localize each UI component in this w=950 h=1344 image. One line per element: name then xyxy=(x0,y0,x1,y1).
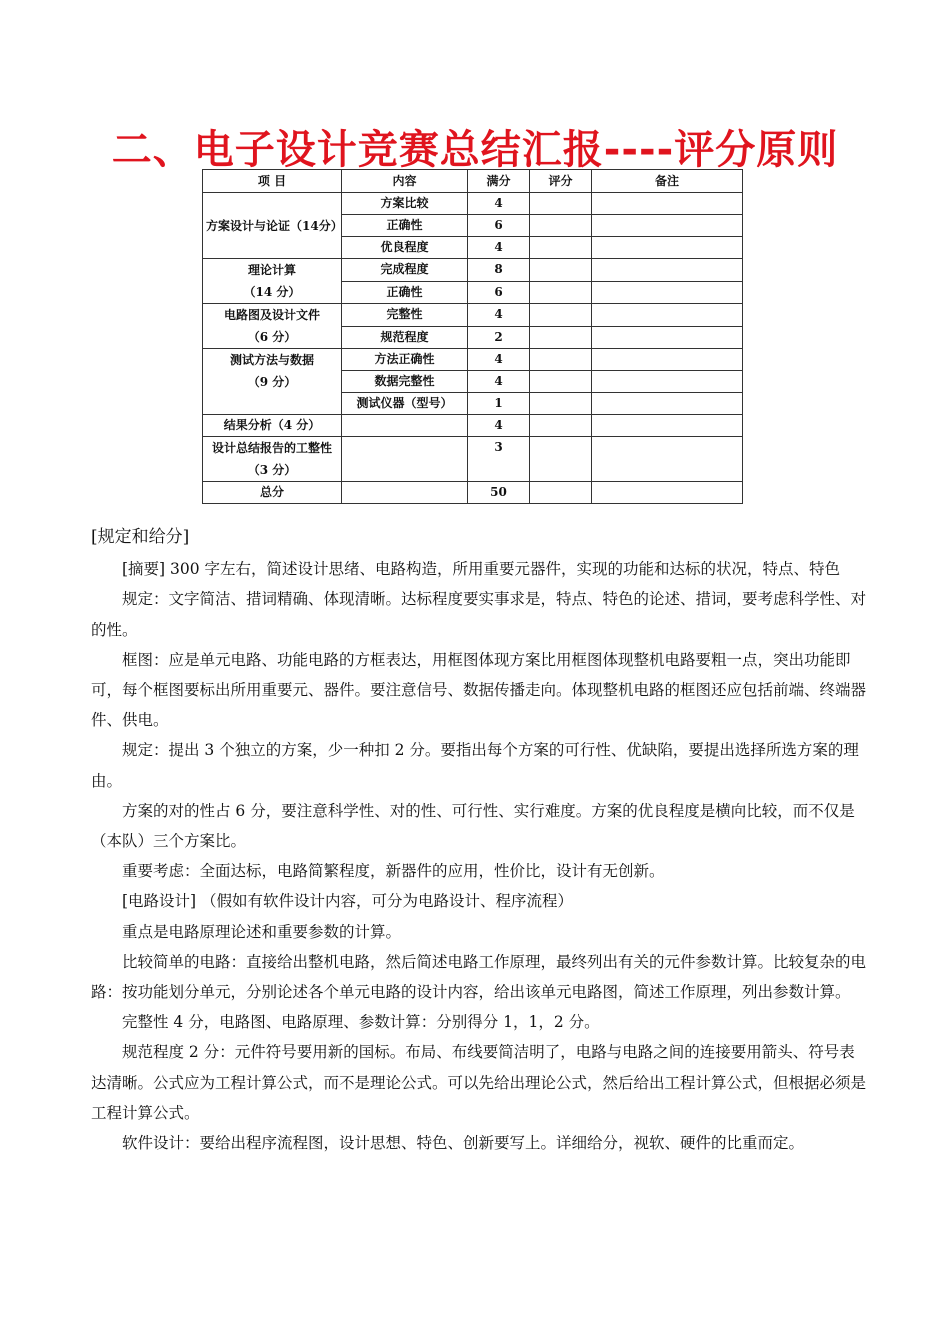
full-score-cell: 8 xyxy=(468,259,530,282)
remarks-cell xyxy=(592,415,743,437)
project-cell: 理论计算 （14 分） xyxy=(203,259,342,304)
paragraph: [电路设计] （假如有软件设计内容，可分为电路设计、程序流程） xyxy=(122,892,574,911)
full-score-cell: 2 xyxy=(468,326,530,349)
score-cell xyxy=(530,193,592,215)
full-score-cell: 4 xyxy=(468,349,530,371)
header-score: 评分 xyxy=(530,170,592,193)
score-cell xyxy=(530,371,592,393)
section-heading: [规定和给分] xyxy=(91,527,190,547)
remarks-cell xyxy=(592,215,743,237)
score-cell xyxy=(530,215,592,237)
table-row xyxy=(203,437,743,482)
table-row xyxy=(203,259,743,282)
score-cell xyxy=(530,304,592,327)
content-cell: 完整性 xyxy=(342,304,468,327)
full-score-cell: 6 xyxy=(468,215,530,237)
project-cell: 总分 xyxy=(203,482,342,504)
content-cell: 方案比较 xyxy=(342,193,468,215)
remarks-cell xyxy=(592,304,743,327)
paragraph: 框图：应是单元电路、功能电路的方框表达，用框图体现方案比用框图体现整机电路要粗一点，突出功能即可，每个框图要标出所用重要元、器件。要注意信号、数据传播走向。体现整机电路的框图还应包括前端、终端器件、供电。 xyxy=(91,650,867,730)
score-cell xyxy=(530,437,592,482)
paragraph: 规范程度 2 分：元件符号要用新的国标。布局、布线要简洁明了，电路与电路之间的连接要用箭头、符号表达清晰。公式应为工程计算公式，而不是理论公式。可以先给出理论公式，然后给出工程计算公式，但根据必须是工程计算公式。 xyxy=(91,1043,867,1122)
remarks-cell xyxy=(592,259,743,282)
table-row xyxy=(203,193,743,215)
project-cell: 结果分析（4 分） xyxy=(203,415,342,437)
score-cell xyxy=(530,326,592,349)
score-cell xyxy=(530,415,592,437)
header-project: 项 目 xyxy=(203,170,342,193)
score-cell xyxy=(530,349,592,371)
full-score-cell: 1 xyxy=(468,393,530,415)
remarks-cell xyxy=(592,193,743,215)
content-cell xyxy=(342,437,468,482)
paragraph: 软件设计：要给出程序流程图，设计思想、特色、创新要写上。详细给分，视软、硬件的比重而定。 xyxy=(122,1134,805,1153)
table-header-row xyxy=(203,170,743,193)
remarks-cell xyxy=(592,437,743,482)
remarks-cell xyxy=(592,371,743,393)
content-cell: 正确性 xyxy=(342,281,468,304)
content-cell xyxy=(342,415,468,437)
paragraph: 重点是电路原理论述和重要参数的计算。 xyxy=(122,922,402,941)
project-cell: 电路图及设计文件 （6 分） xyxy=(203,304,342,349)
score-cell xyxy=(530,393,592,415)
table-row xyxy=(203,349,743,371)
header-remarks: 备注 xyxy=(592,170,743,193)
document-body xyxy=(91,522,866,1158)
paragraph: 方案的对的性占 6 分，要注意科学性、对的性、可行性、实行难度。方案的优良程度是横向比较，而不仅是（本队）三个方案比。 xyxy=(91,801,855,851)
remarks-cell xyxy=(592,349,743,371)
score-cell xyxy=(530,281,592,304)
content-cell: 优良程度 xyxy=(342,237,468,259)
remarks-cell xyxy=(592,237,743,259)
full-score-cell: 3 xyxy=(468,437,530,482)
table-row xyxy=(203,304,743,327)
content-cell: 正确性 xyxy=(342,215,468,237)
scoring-table xyxy=(202,169,743,504)
content-cell: 规范程度 xyxy=(342,326,468,349)
full-score-cell: 50 xyxy=(468,482,530,504)
content-cell: 数据完整性 xyxy=(342,371,468,393)
table-row xyxy=(203,415,743,437)
remarks-cell xyxy=(592,326,743,349)
paragraph: 完整性 4 分，电路图、电路原理、参数计算：分别得分 1，1，2 分。 xyxy=(122,1013,600,1032)
full-score-cell: 4 xyxy=(468,237,530,259)
score-cell xyxy=(530,259,592,282)
project-cell: 测试方法与数据 （9 分） xyxy=(203,349,342,415)
project-label: 方案设计与论证（14分） xyxy=(206,218,343,233)
paragraph: 规定：文字简洁、措词精确、体现清晰。达标程度要实事求是，特点、特色的论述、措词，要考虑科学性、对的性。 xyxy=(91,590,867,639)
remarks-cell xyxy=(592,482,743,504)
content-cell xyxy=(342,482,468,504)
score-cell xyxy=(530,482,592,504)
full-score-cell: 4 xyxy=(468,371,530,393)
full-score-cell: 4 xyxy=(468,415,530,437)
header-full-score: 满分 xyxy=(468,170,530,193)
table-row xyxy=(203,482,743,504)
full-score-cell: 4 xyxy=(468,193,530,215)
paragraph: 规定：提出 3 个独立的方案，少一种扣 2 分。要指出每个方案的可行性、优缺陷，要提出选择所选方案的理由。 xyxy=(91,741,859,790)
remarks-cell xyxy=(592,393,743,415)
paragraph: [摘要] 300 字左右，简述设计思绪、电路构造，所用重要元器件，实现的功能和达标的状况，特点、特色 xyxy=(122,560,841,579)
header-content: 内容 xyxy=(342,170,468,193)
content-cell: 方法正确性 xyxy=(342,349,468,371)
score-cell xyxy=(530,237,592,259)
paragraph: 比较简单的电路：直接给出整机电路，然后简述电路工作原理，最终列出有关的元件参数计算。比较复杂的电路：按功能划分单元，分别论述各个单元电路的设计内容，给出该单元电路图，简述工作原理，列出参数计算。 xyxy=(91,952,867,1002)
full-score-cell: 6 xyxy=(468,281,530,304)
project-cell xyxy=(203,193,342,259)
project-cell: 设计总结报告的工整性（3 分） xyxy=(203,437,342,482)
content-cell: 测试仪器（型号） xyxy=(342,393,468,415)
full-score-cell: 4 xyxy=(468,304,530,327)
remarks-cell xyxy=(592,281,743,304)
page-title: 二、电子设计竞赛总结汇报----评分原则 xyxy=(111,127,839,173)
paragraph: 重要考虑：全面达标，电路简繁程度，新器件的应用，性价比，设计有无创新。 xyxy=(122,862,665,881)
content-cell: 完成程度 xyxy=(342,259,468,282)
